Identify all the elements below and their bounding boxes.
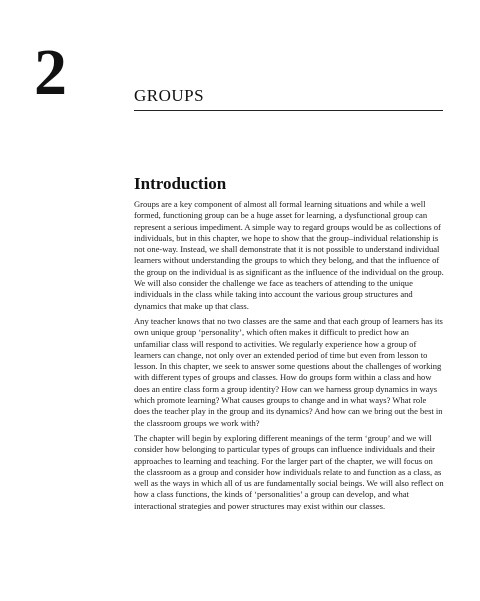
section-heading: Introduction — [134, 174, 227, 193]
paragraph-3: The chapter will begin by exploring different meanings of the term ‘group’ and we will consider how belonging to particular types of groups can influence individuals and their approaches to learning and teaching. For the larger part of the chapter, we will focus on the classroom as a group and consider how individuals relate to and function as a class, as well as the ways in which all of us are fundamentally social beings. We will also reflect on how a class functions, the kinds of ‘personalities’ a group can develop, and what interactional strategies and power structures may exist within our classes. — [134, 432, 444, 511]
chapter-number: 2 — [34, 36, 67, 109]
body-text — [134, 199, 444, 516]
chapter-title-rule — [134, 110, 443, 111]
paragraph-1: Groups are a key component of almost all formal learning situations and while a well formed, functioning group can be a huge asset for learning, a dysfunctional group can represent a serious impediment. A simple way to regard groups would be as collections of individuals, but in this chapter, we hope to show that the group–individual relationship is not one-way. Instead, we shall demonstrate that it is not possible to understand individual learners without understanding the groups to which they belong, and that the influence of the group on the individual is as significant as the influence of the individual on the group. We will also consider the challenge we face as teachers of attending to the unique individuals in the class while taking into account the various group structures and dynamics that make up that class. — [134, 199, 444, 311]
paragraph-2: Any teacher knows that no two classes are the same and that each group of learners has its own unique group ‘personality’, which often makes it difficult to predict how an unfamiliar class will respond to activities. We regularly experience how a group of learners can change, not only over an extended period of time but even from lesson to lesson. In this chapter, we seek to answer some questions about the challenges of working with different types of groups and classes. How do groups form within a class and how does an entire class form a group identity? How can we harness group dynamics in ways which promote learning? What causes groups to change and in what ways? What role does the teacher play in the group and its dynamics? And how can we bring out the best in the classroom groups we work with? — [134, 315, 443, 428]
chapter-title: GROUPS — [134, 86, 205, 105]
